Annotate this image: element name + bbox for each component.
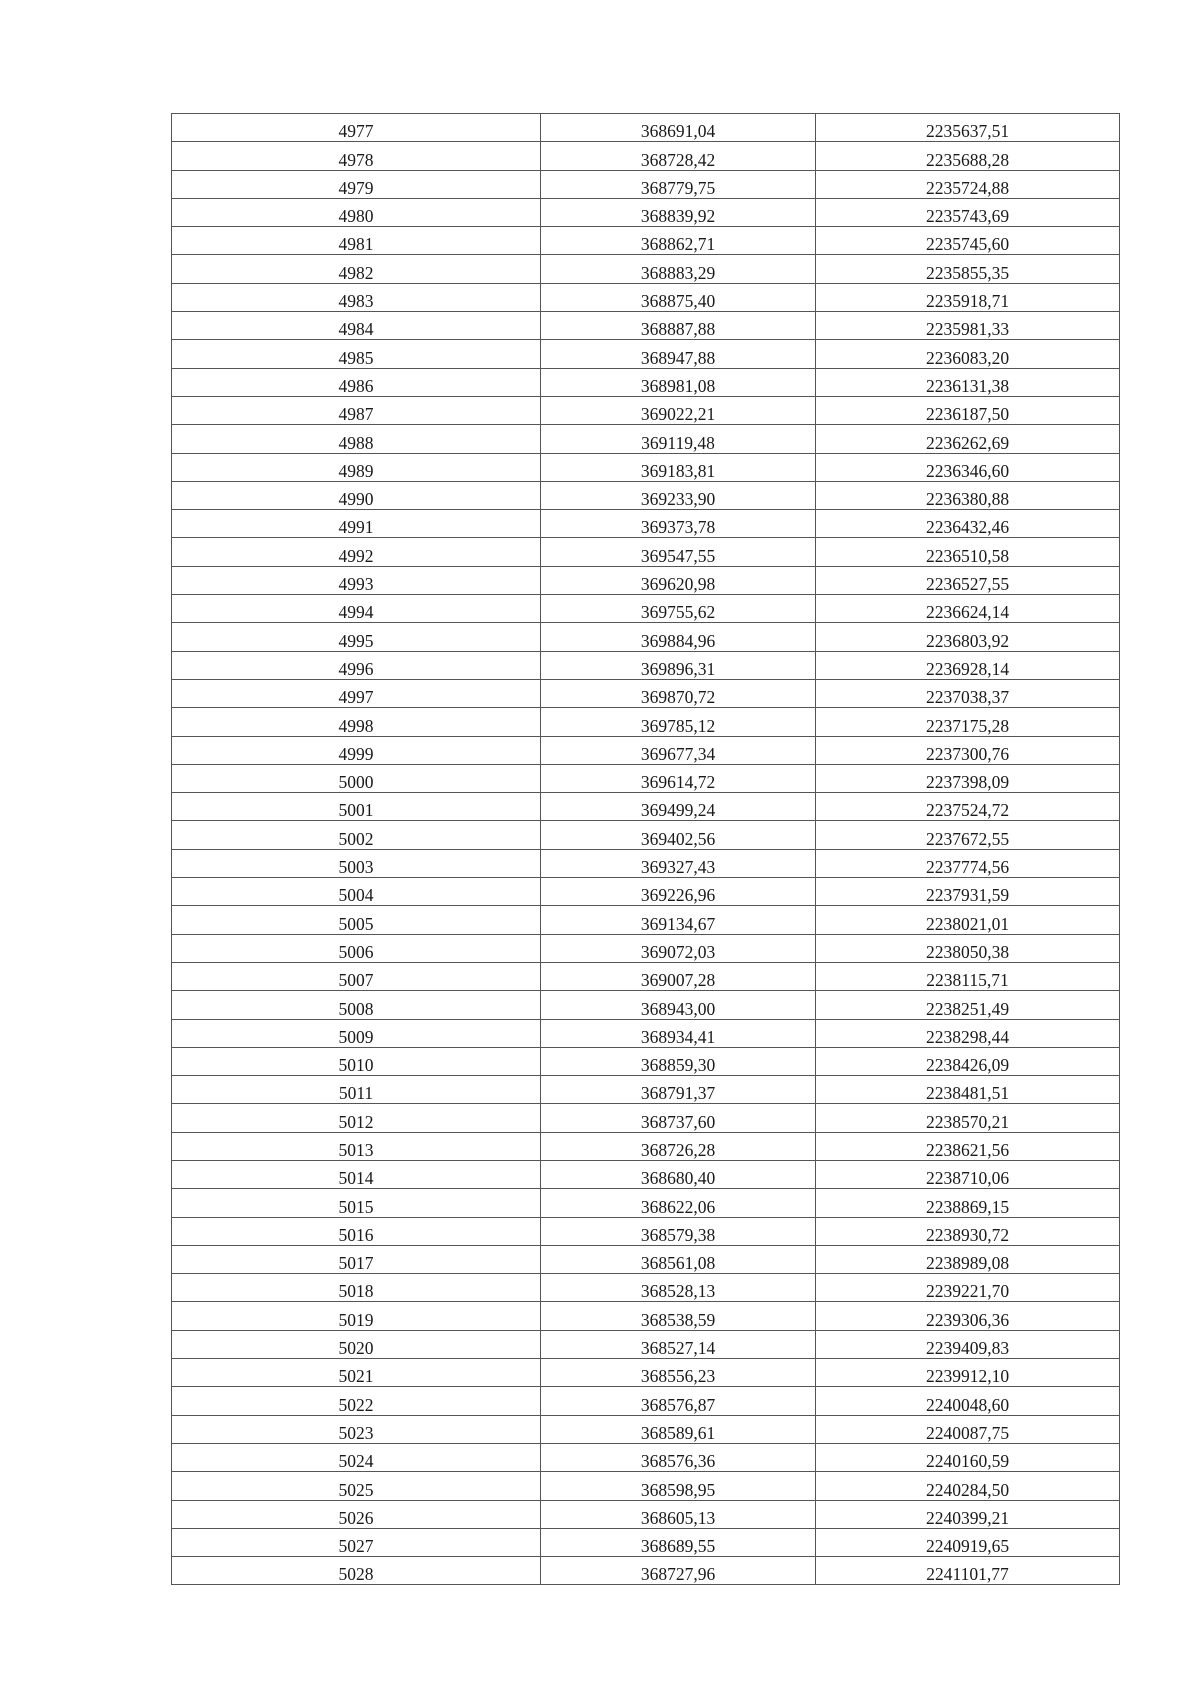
y-coordinate-cell: 2236262,69 bbox=[816, 425, 1120, 453]
table-row bbox=[172, 1104, 1120, 1132]
y-coordinate-cell: 2238621,56 bbox=[816, 1132, 1120, 1160]
point-number-cell: 4986 bbox=[172, 368, 541, 396]
point-number-cell: 4998 bbox=[172, 708, 541, 736]
x-coordinate-cell: 368883,29 bbox=[541, 255, 816, 283]
point-number-cell: 5005 bbox=[172, 906, 541, 934]
x-coordinate-cell: 369614,72 bbox=[541, 764, 816, 792]
x-coordinate-cell: 368981,08 bbox=[541, 368, 816, 396]
y-coordinate-cell: 2238710,06 bbox=[816, 1160, 1120, 1188]
x-coordinate-cell: 368839,92 bbox=[541, 198, 816, 226]
x-coordinate-cell: 368862,71 bbox=[541, 227, 816, 255]
point-number-cell: 4977 bbox=[172, 114, 541, 142]
table-row bbox=[172, 595, 1120, 623]
x-coordinate-cell: 368875,40 bbox=[541, 283, 816, 311]
point-number-cell: 5007 bbox=[172, 962, 541, 990]
y-coordinate-cell: 2241101,77 bbox=[816, 1557, 1120, 1585]
table-row bbox=[172, 1500, 1120, 1528]
y-coordinate-cell: 2240160,59 bbox=[816, 1443, 1120, 1471]
y-coordinate-cell: 2239409,83 bbox=[816, 1330, 1120, 1358]
point-number-cell: 5026 bbox=[172, 1500, 541, 1528]
x-coordinate-cell: 368598,95 bbox=[541, 1472, 816, 1500]
point-number-cell: 5002 bbox=[172, 821, 541, 849]
table-row bbox=[172, 962, 1120, 990]
point-number-cell: 5014 bbox=[172, 1160, 541, 1188]
x-coordinate-cell: 369499,24 bbox=[541, 793, 816, 821]
table-row bbox=[172, 538, 1120, 566]
point-number-cell: 5022 bbox=[172, 1387, 541, 1415]
y-coordinate-cell: 2240919,65 bbox=[816, 1528, 1120, 1556]
y-coordinate-cell: 2235724,88 bbox=[816, 170, 1120, 198]
point-number-cell: 5016 bbox=[172, 1217, 541, 1245]
table-row bbox=[172, 396, 1120, 424]
y-coordinate-cell: 2236187,50 bbox=[816, 396, 1120, 424]
table-row bbox=[172, 1189, 1120, 1217]
x-coordinate-cell: 369119,48 bbox=[541, 425, 816, 453]
table-row bbox=[172, 1443, 1120, 1471]
y-coordinate-cell: 2235918,71 bbox=[816, 283, 1120, 311]
table-row bbox=[172, 1557, 1120, 1585]
x-coordinate-cell: 369373,78 bbox=[541, 510, 816, 538]
x-coordinate-cell: 368680,40 bbox=[541, 1160, 816, 1188]
table-row bbox=[172, 1330, 1120, 1358]
y-coordinate-cell: 2238251,49 bbox=[816, 991, 1120, 1019]
y-coordinate-cell: 2238869,15 bbox=[816, 1189, 1120, 1217]
table-row bbox=[172, 708, 1120, 736]
table-row bbox=[172, 1132, 1120, 1160]
x-coordinate-cell: 368779,75 bbox=[541, 170, 816, 198]
point-number-cell: 4979 bbox=[172, 170, 541, 198]
x-coordinate-cell: 368727,96 bbox=[541, 1557, 816, 1585]
coordinates-table-body bbox=[172, 114, 1120, 1585]
point-number-cell: 4987 bbox=[172, 396, 541, 424]
table-row bbox=[172, 566, 1120, 594]
y-coordinate-cell: 2235743,69 bbox=[816, 198, 1120, 226]
x-coordinate-cell: 368737,60 bbox=[541, 1104, 816, 1132]
point-number-cell: 4978 bbox=[172, 142, 541, 170]
point-number-cell: 4981 bbox=[172, 227, 541, 255]
x-coordinate-cell: 369884,96 bbox=[541, 623, 816, 651]
x-coordinate-cell: 368579,38 bbox=[541, 1217, 816, 1245]
y-coordinate-cell: 2237300,76 bbox=[816, 736, 1120, 764]
y-coordinate-cell: 2236527,55 bbox=[816, 566, 1120, 594]
y-coordinate-cell: 2235981,33 bbox=[816, 312, 1120, 340]
x-coordinate-cell: 368947,88 bbox=[541, 340, 816, 368]
table-row bbox=[172, 1076, 1120, 1104]
point-number-cell: 5001 bbox=[172, 793, 541, 821]
table-row bbox=[172, 425, 1120, 453]
y-coordinate-cell: 2236380,88 bbox=[816, 481, 1120, 509]
x-coordinate-cell: 368859,30 bbox=[541, 1047, 816, 1075]
x-coordinate-cell: 369134,67 bbox=[541, 906, 816, 934]
x-coordinate-cell: 368943,00 bbox=[541, 991, 816, 1019]
y-coordinate-cell: 2238930,72 bbox=[816, 1217, 1120, 1245]
table-row bbox=[172, 312, 1120, 340]
x-coordinate-cell: 369007,28 bbox=[541, 962, 816, 990]
y-coordinate-cell: 2236346,60 bbox=[816, 453, 1120, 481]
y-coordinate-cell: 2240284,50 bbox=[816, 1472, 1120, 1500]
x-coordinate-cell: 369547,55 bbox=[541, 538, 816, 566]
point-number-cell: 4995 bbox=[172, 623, 541, 651]
x-coordinate-cell: 369402,56 bbox=[541, 821, 816, 849]
y-coordinate-cell: 2237398,09 bbox=[816, 764, 1120, 792]
table-row bbox=[172, 1019, 1120, 1047]
y-coordinate-cell: 2236928,14 bbox=[816, 651, 1120, 679]
y-coordinate-cell: 2238050,38 bbox=[816, 934, 1120, 962]
table-row bbox=[172, 1387, 1120, 1415]
y-coordinate-cell: 2238115,71 bbox=[816, 962, 1120, 990]
point-number-cell: 5019 bbox=[172, 1302, 541, 1330]
point-number-cell: 5004 bbox=[172, 878, 541, 906]
x-coordinate-cell: 368934,41 bbox=[541, 1019, 816, 1047]
point-number-cell: 5023 bbox=[172, 1415, 541, 1443]
x-coordinate-cell: 369785,12 bbox=[541, 708, 816, 736]
point-number-cell: 5015 bbox=[172, 1189, 541, 1217]
x-coordinate-cell: 368728,42 bbox=[541, 142, 816, 170]
table-row bbox=[172, 283, 1120, 311]
y-coordinate-cell: 2236510,58 bbox=[816, 538, 1120, 566]
y-coordinate-cell: 2235688,28 bbox=[816, 142, 1120, 170]
y-coordinate-cell: 2237524,72 bbox=[816, 793, 1120, 821]
table-row bbox=[172, 1415, 1120, 1443]
point-number-cell: 4996 bbox=[172, 651, 541, 679]
table-row bbox=[172, 934, 1120, 962]
y-coordinate-cell: 2238426,09 bbox=[816, 1047, 1120, 1075]
table-row bbox=[172, 623, 1120, 651]
table-row bbox=[172, 991, 1120, 1019]
x-coordinate-cell: 368538,59 bbox=[541, 1302, 816, 1330]
table-row bbox=[172, 651, 1120, 679]
table-row bbox=[172, 1245, 1120, 1273]
y-coordinate-cell: 2236803,92 bbox=[816, 623, 1120, 651]
point-number-cell: 5018 bbox=[172, 1274, 541, 1302]
x-coordinate-cell: 368887,88 bbox=[541, 312, 816, 340]
point-number-cell: 5006 bbox=[172, 934, 541, 962]
y-coordinate-cell: 2235745,60 bbox=[816, 227, 1120, 255]
point-number-cell: 4983 bbox=[172, 283, 541, 311]
table-row bbox=[172, 821, 1120, 849]
x-coordinate-cell: 368576,87 bbox=[541, 1387, 816, 1415]
y-coordinate-cell: 2240048,60 bbox=[816, 1387, 1120, 1415]
x-coordinate-cell: 369755,62 bbox=[541, 595, 816, 623]
y-coordinate-cell: 2240087,75 bbox=[816, 1415, 1120, 1443]
x-coordinate-cell: 368689,55 bbox=[541, 1528, 816, 1556]
point-number-cell: 5012 bbox=[172, 1104, 541, 1132]
table-row bbox=[172, 453, 1120, 481]
x-coordinate-cell: 368576,36 bbox=[541, 1443, 816, 1471]
y-coordinate-cell: 2239221,70 bbox=[816, 1274, 1120, 1302]
y-coordinate-cell: 2236083,20 bbox=[816, 340, 1120, 368]
point-number-cell: 5021 bbox=[172, 1359, 541, 1387]
table-row bbox=[172, 114, 1120, 142]
table-row bbox=[172, 736, 1120, 764]
point-number-cell: 5017 bbox=[172, 1245, 541, 1273]
x-coordinate-cell: 369183,81 bbox=[541, 453, 816, 481]
y-coordinate-cell: 2235637,51 bbox=[816, 114, 1120, 142]
point-number-cell: 5008 bbox=[172, 991, 541, 1019]
y-coordinate-cell: 2237175,28 bbox=[816, 708, 1120, 736]
x-coordinate-cell: 369226,96 bbox=[541, 878, 816, 906]
x-coordinate-cell: 369233,90 bbox=[541, 481, 816, 509]
point-number-cell: 4991 bbox=[172, 510, 541, 538]
x-coordinate-cell: 368605,13 bbox=[541, 1500, 816, 1528]
point-number-cell: 4982 bbox=[172, 255, 541, 283]
table-row bbox=[172, 1274, 1120, 1302]
point-number-cell: 4990 bbox=[172, 481, 541, 509]
point-number-cell: 5010 bbox=[172, 1047, 541, 1075]
point-number-cell: 5009 bbox=[172, 1019, 541, 1047]
point-number-cell: 4989 bbox=[172, 453, 541, 481]
y-coordinate-cell: 2238570,21 bbox=[816, 1104, 1120, 1132]
x-coordinate-cell: 368561,08 bbox=[541, 1245, 816, 1273]
point-number-cell: 5027 bbox=[172, 1528, 541, 1556]
point-number-cell: 5024 bbox=[172, 1443, 541, 1471]
x-coordinate-cell: 369677,34 bbox=[541, 736, 816, 764]
table-row bbox=[172, 255, 1120, 283]
y-coordinate-cell: 2238989,08 bbox=[816, 1245, 1120, 1273]
y-coordinate-cell: 2235855,35 bbox=[816, 255, 1120, 283]
x-coordinate-cell: 368527,14 bbox=[541, 1330, 816, 1358]
point-number-cell: 5028 bbox=[172, 1557, 541, 1585]
y-coordinate-cell: 2237038,37 bbox=[816, 679, 1120, 707]
y-coordinate-cell: 2239306,36 bbox=[816, 1302, 1120, 1330]
table-row bbox=[172, 510, 1120, 538]
table-row bbox=[172, 793, 1120, 821]
table-row bbox=[172, 170, 1120, 198]
table-row bbox=[172, 878, 1120, 906]
x-coordinate-cell: 368528,13 bbox=[541, 1274, 816, 1302]
y-coordinate-cell: 2239912,10 bbox=[816, 1359, 1120, 1387]
x-coordinate-cell: 368726,28 bbox=[541, 1132, 816, 1160]
point-number-cell: 4992 bbox=[172, 538, 541, 566]
y-coordinate-cell: 2238481,51 bbox=[816, 1076, 1120, 1104]
point-number-cell: 5020 bbox=[172, 1330, 541, 1358]
y-coordinate-cell: 2238021,01 bbox=[816, 906, 1120, 934]
table-row bbox=[172, 1359, 1120, 1387]
y-coordinate-cell: 2240399,21 bbox=[816, 1500, 1120, 1528]
y-coordinate-cell: 2236624,14 bbox=[816, 595, 1120, 623]
table-row bbox=[172, 368, 1120, 396]
point-number-cell: 5000 bbox=[172, 764, 541, 792]
table-row bbox=[172, 1528, 1120, 1556]
table-row bbox=[172, 198, 1120, 226]
point-number-cell: 4999 bbox=[172, 736, 541, 764]
table-row bbox=[172, 1302, 1120, 1330]
x-coordinate-cell: 369620,98 bbox=[541, 566, 816, 594]
table-row bbox=[172, 142, 1120, 170]
point-number-cell: 5003 bbox=[172, 849, 541, 877]
table-row bbox=[172, 1047, 1120, 1075]
y-coordinate-cell: 2238298,44 bbox=[816, 1019, 1120, 1047]
x-coordinate-cell: 369072,03 bbox=[541, 934, 816, 962]
table-row bbox=[172, 1217, 1120, 1245]
table-row bbox=[172, 1160, 1120, 1188]
y-coordinate-cell: 2236432,46 bbox=[816, 510, 1120, 538]
table-row bbox=[172, 227, 1120, 255]
point-number-cell: 5013 bbox=[172, 1132, 541, 1160]
x-coordinate-cell: 368556,23 bbox=[541, 1359, 816, 1387]
table-row bbox=[172, 849, 1120, 877]
x-coordinate-cell: 368691,04 bbox=[541, 114, 816, 142]
x-coordinate-cell: 368791,37 bbox=[541, 1076, 816, 1104]
y-coordinate-cell: 2237774,56 bbox=[816, 849, 1120, 877]
point-number-cell: 5025 bbox=[172, 1472, 541, 1500]
y-coordinate-cell: 2237931,59 bbox=[816, 878, 1120, 906]
point-number-cell: 4984 bbox=[172, 312, 541, 340]
table-row bbox=[172, 764, 1120, 792]
table-row bbox=[172, 906, 1120, 934]
table-row bbox=[172, 340, 1120, 368]
table-row bbox=[172, 679, 1120, 707]
point-number-cell: 4993 bbox=[172, 566, 541, 594]
point-number-cell: 4994 bbox=[172, 595, 541, 623]
point-number-cell: 4980 bbox=[172, 198, 541, 226]
x-coordinate-cell: 369870,72 bbox=[541, 679, 816, 707]
coordinates-table bbox=[171, 113, 1120, 1585]
point-number-cell: 4997 bbox=[172, 679, 541, 707]
y-coordinate-cell: 2237672,55 bbox=[816, 821, 1120, 849]
x-coordinate-cell: 368622,06 bbox=[541, 1189, 816, 1217]
x-coordinate-cell: 368589,61 bbox=[541, 1415, 816, 1443]
y-coordinate-cell: 2236131,38 bbox=[816, 368, 1120, 396]
x-coordinate-cell: 369022,21 bbox=[541, 396, 816, 424]
table-row bbox=[172, 481, 1120, 509]
point-number-cell: 5011 bbox=[172, 1076, 541, 1104]
table-row bbox=[172, 1472, 1120, 1500]
x-coordinate-cell: 369896,31 bbox=[541, 651, 816, 679]
point-number-cell: 4985 bbox=[172, 340, 541, 368]
x-coordinate-cell: 369327,43 bbox=[541, 849, 816, 877]
point-number-cell: 4988 bbox=[172, 425, 541, 453]
